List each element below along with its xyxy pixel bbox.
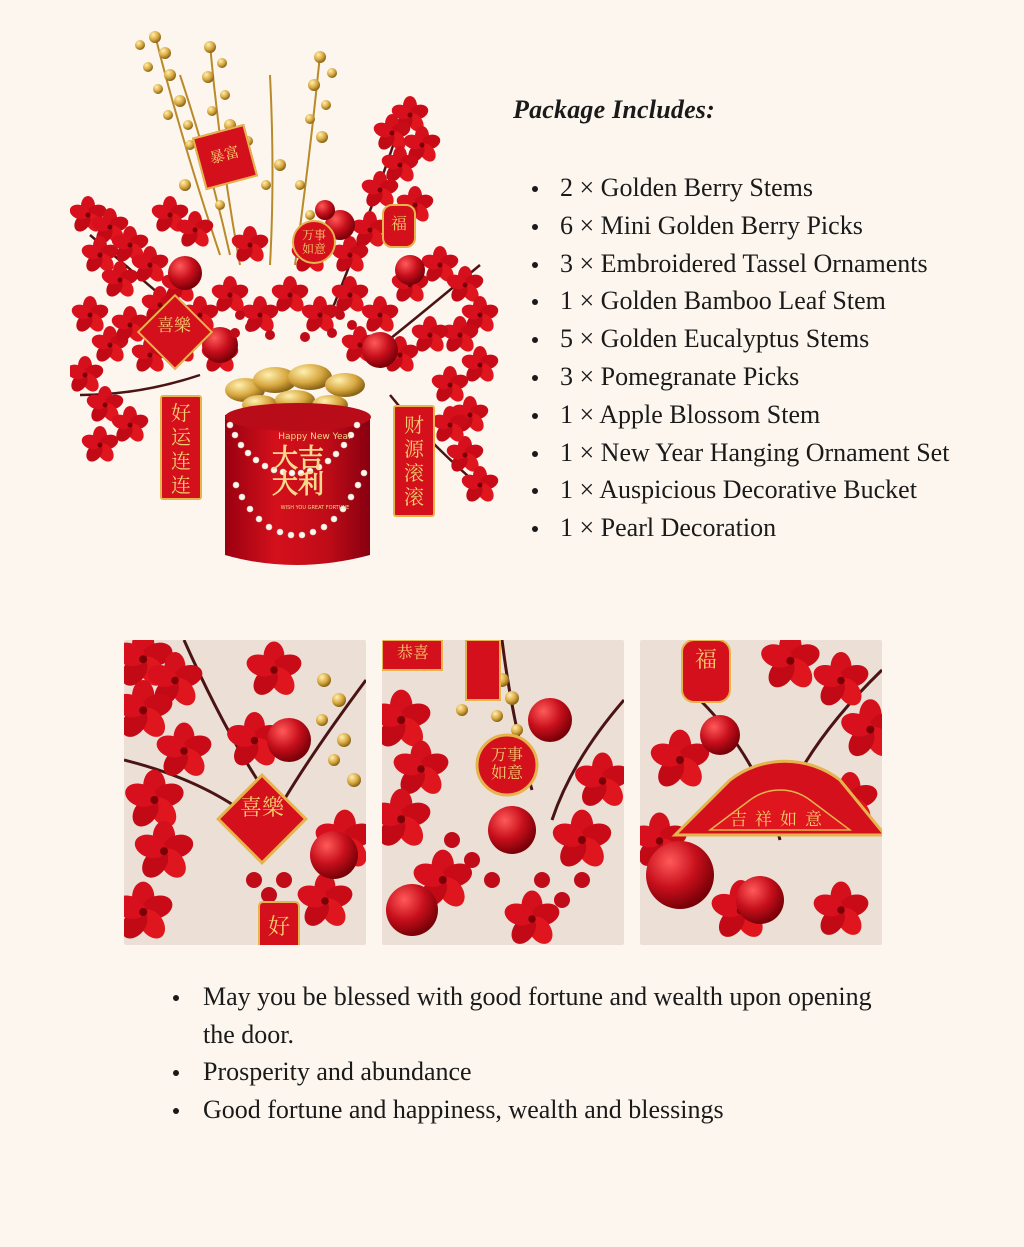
package-item: 1 × Auspicious Decorative Bucket	[513, 471, 1018, 509]
tag-xile: 喜樂	[157, 316, 191, 336]
photo-tag-wanshi: 万事如意	[490, 745, 523, 782]
package-item: 1 × Golden Bamboo Leaf Stem	[513, 282, 1018, 320]
package-includes-section	[513, 95, 1018, 547]
package-item: 6 × Mini Golden Berry Picks	[513, 207, 1018, 245]
package-list	[513, 169, 1018, 547]
photo-tag-gongxi: 恭喜	[396, 643, 429, 662]
blessing-item: May you be blessed with good fortune and wealth upon opening the door.	[168, 978, 888, 1053]
tag-caiyuan: 财源滚滚	[393, 405, 435, 517]
detail-photo-blossoms	[124, 640, 366, 945]
detail-gallery	[124, 640, 884, 945]
package-item: 3 × Embroidered Tassel Ornaments	[513, 245, 1018, 283]
tag-baofu: 暴富	[192, 124, 258, 190]
photo-fan-text: 吉祥如意	[730, 810, 830, 830]
package-item: 3 × Pomegranate Picks	[513, 358, 1018, 396]
bucket-main-text: 大吉大利	[271, 444, 324, 500]
tag-fu-lantern: 福	[382, 204, 416, 248]
detail-photo-pomegranates	[382, 640, 624, 945]
photo-tag-fu: 福	[694, 648, 717, 673]
blessing-item: Good fortune and happiness, wealth and blessings	[168, 1091, 888, 1129]
package-item: 1 × Apple Blossom Stem	[513, 396, 1018, 434]
package-item: 1 × New Year Hanging Ornament Set	[513, 434, 1018, 472]
package-item: 5 × Golden Eucalyptus Stems	[513, 320, 1018, 358]
tag-wanshi-ruyi: 万事如意	[292, 220, 336, 264]
package-item: 1 × Pearl Decoration	[513, 509, 1018, 547]
photo-tag-xile: 喜樂	[239, 796, 284, 821]
photo-tag-hao: 好	[267, 915, 290, 940]
bucket-subtext: WISH YOU GREAT FORTUNE	[280, 505, 350, 511]
package-title: Package Includes:	[513, 95, 715, 124]
tag-haoyun: 好运连连	[160, 395, 202, 500]
blessing-item: Prosperity and abundance	[168, 1053, 888, 1091]
detail-photo-fan-ornament	[640, 640, 882, 945]
blessings-list	[168, 978, 888, 1128]
package-item: 2 × Golden Berry Stems	[513, 169, 1018, 207]
bucket-greeting: Happy New Year	[278, 432, 352, 442]
